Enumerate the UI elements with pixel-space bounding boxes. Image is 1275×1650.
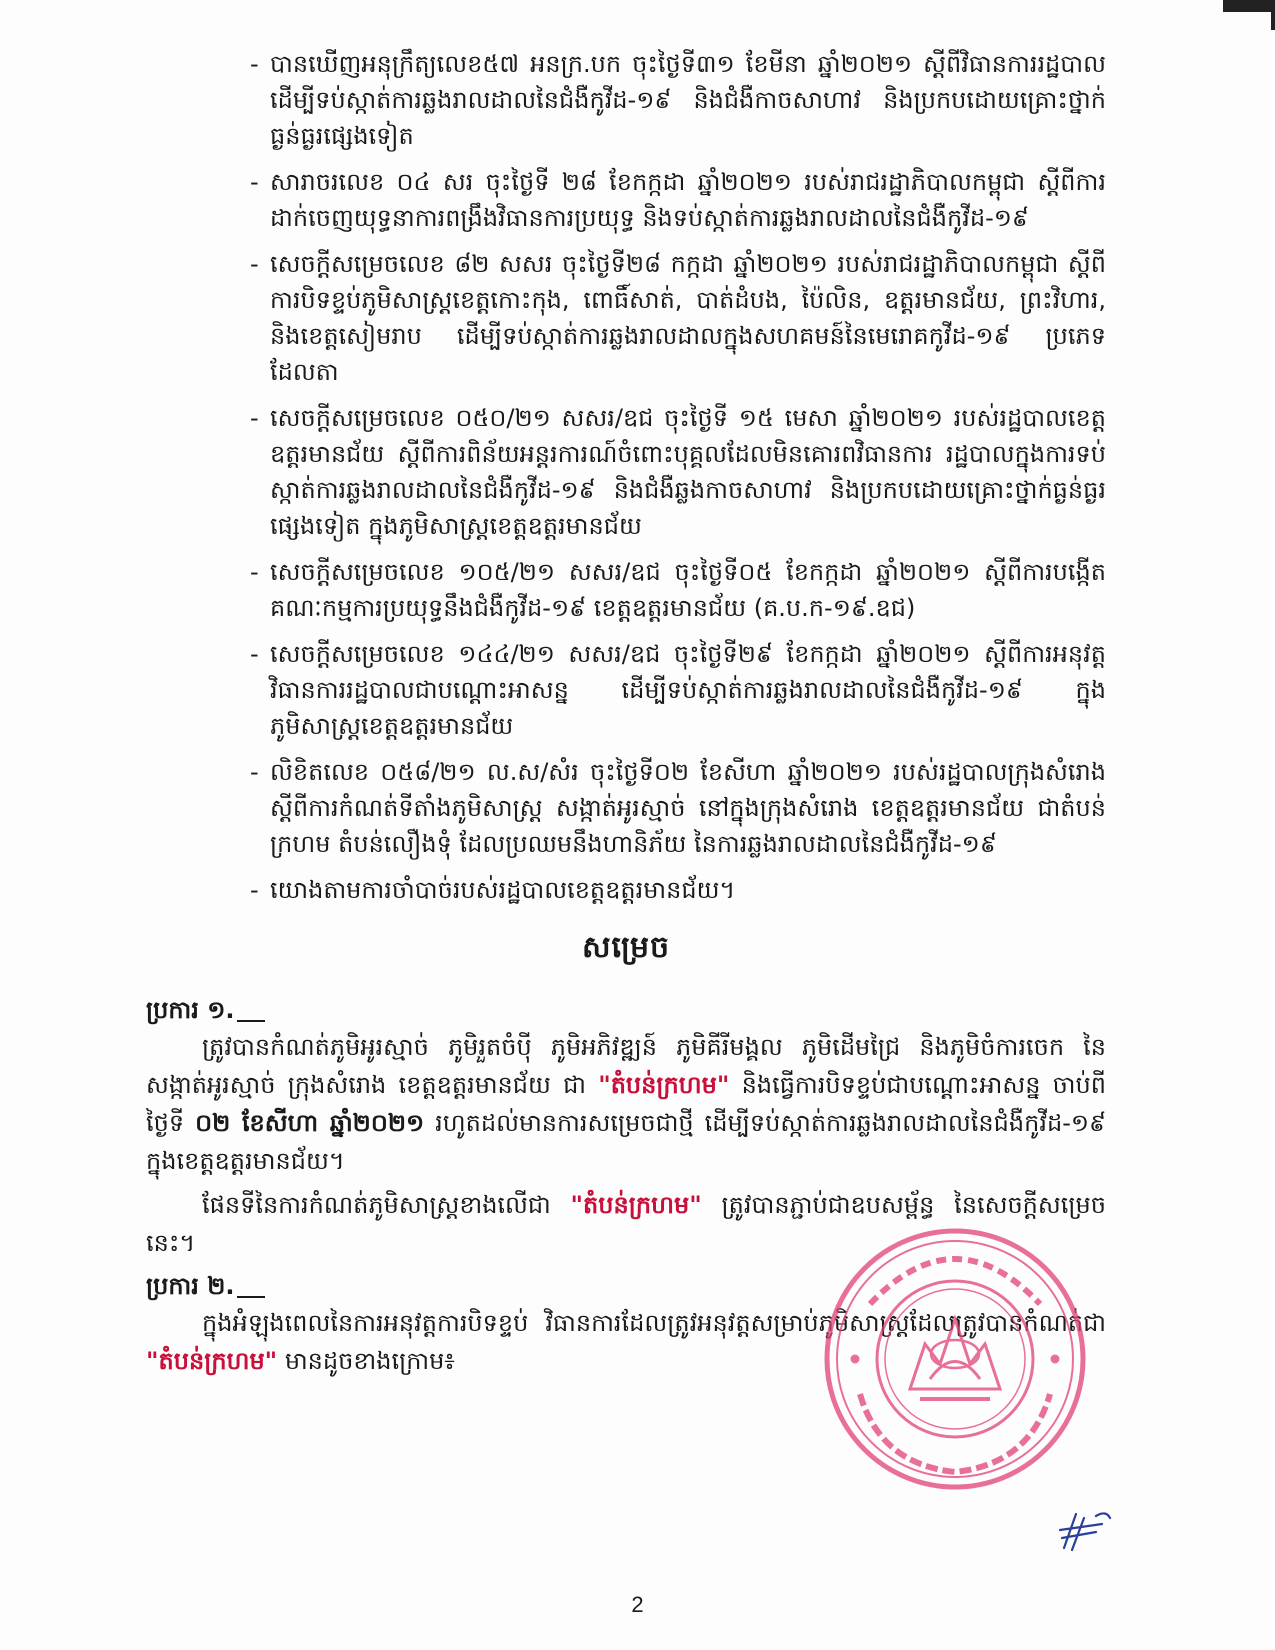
article-2-label: ប្រការ ២. bbox=[146, 1268, 1106, 1304]
red-zone-label: "តំបន់ក្រហម" bbox=[570, 1191, 702, 1219]
page-number: 2 bbox=[631, 1592, 644, 1617]
reference-item-1: - បានឃើញអនុក្រឹត្យលេខ៥៧ អនក្រ.បក ចុះថ្ងៃទី៣១ ខែមីនា ឆ្នាំ២០២១ ស្តីពីវិធានការរដ្ឋបាល ដើម្បីទប់ស្កាត់ការឆ្លងរាលដាលនៃជំងឺកូវីដ-១៩ និងជំងឺកាចសាហាវ និងប្រកបដោយគ្រោះថ្នាក់ធ្ងន់ធ្ងរផ្សេងទៀត bbox=[250, 50, 1106, 150]
article-1-paragraph-2: ផែនទីនៃការកំណត់ភូមិសាស្ត្រខាងលើជា "តំបន់ក្រហម" ត្រូវបានភ្ជាប់ជាឧបសម្ព័ន្ធ នៃសេចក្តីសម្រេចនេះ។ bbox=[146, 1191, 1106, 1257]
red-zone-label: "តំបន់ក្រហម" bbox=[598, 1071, 730, 1099]
reference-item-6: - សេចក្តីសម្រេចលេខ ១៤៤/២១ សសរ/ឧជ ចុះថ្ងៃទី២៩ ខែកក្កដា ឆ្នាំ២០២១ ស្តីពីការអនុវត្តវិធានការរដ្ឋបាលជាបណ្តោះអាសន្ន ដើម្បីទប់ស្កាត់ការឆ្លងរាលដាលនៃជំងឺកូវីដ-១៩ ក្នុងភូមិសាស្ត្រខេត្តឧត្តរមានជ័យ bbox=[250, 640, 1106, 740]
reference-item-2: - សារាចរលេខ ០៤ សរ ចុះថ្ងៃទី ២៨ ខែកក្កដា ឆ្នាំ២០២១ របស់រាជរដ្ឋាភិបាលកម្ពុជា ស្តីពីការដាក់ចេញយុទ្ធនាការពង្រឹងវិធានការប្រយុទ្ធ និងទប់ស្កាត់ការឆ្លងរាលដាលនៃជំងឺកូវីដ-១៩ bbox=[250, 168, 1106, 232]
red-zone-label: "តំបន់ក្រហម" bbox=[146, 1347, 278, 1375]
decision-title: សម្រេច bbox=[581, 930, 671, 965]
start-date: ០២ ខែសីហា ឆ្នាំ២០២១ bbox=[195, 1109, 425, 1137]
reference-item-8: - យោងតាមការចាំបាច់របស់រដ្ឋបាលខេត្តឧត្តរមានជ័យ។ bbox=[250, 876, 736, 904]
reference-item-7: - លិខិតលេខ ០៥៨/២១ ល.ស/សំរ ចុះថ្ងៃទី០២ ខែសីហា ឆ្នាំ២០២១ របស់រដ្ឋបាលក្រុងសំរោង ស្តីពីការកំណត់ទីតាំងភូមិសាស្ត្រ សង្កាត់អូរស្មាច់ នៅក្នុងក្រុងសំរោង ខេត្តឧត្តរមានជ័យ ជាតំបន់ក្រហម តំបន់លឿងទុំ ដែលប្រឈមនឹងហានិភ័យ នៃការឆ្លងរាលដាលនៃជំងឺកូវីដ-១៩ bbox=[250, 758, 1106, 858]
scan-corner-mark bbox=[1223, 0, 1275, 30]
reference-item-5: - សេចក្តីសម្រេចលេខ ១០៥/២១ សសរ/ឧជ ចុះថ្ងៃទី០៥ ខែកក្កដា ឆ្នាំ២០២១ ស្តីពីការបង្កើតគណៈកម្មការប្រយុទ្ធនឹងជំងឺកូវីដ-១៩ ខេត្តឧត្តរមានជ័យ (គ.ប.ក-១៩.ឧជ) bbox=[250, 558, 1106, 622]
reference-item-4: - សេចក្តីសម្រេចលេខ ០៥០/២១ សសរ/ឧជ ចុះថ្ងៃទី ១៥ មេសា ឆ្នាំ២០២១ របស់រដ្ឋបាលខេត្តឧត្តរមានជ័យ ស្តីពីការពិន័យអន្តរការណ៍ចំពោះបុគ្គលដែលមិនគោរពវិធានការ រដ្ឋបាលក្នុងការទប់ស្កាត់ការឆ្លងរាលដាលនៃជំងឺកូវីដ-១៩ និងជំងឺឆ្លងកាចសាហាវ និងប្រកបដោយគ្រោះថ្នាក់ធ្ងន់ធ្ងរផ្សេងទៀត ក្នុងភូមិសាស្ត្រខេត្តឧត្តរមានជ័យ bbox=[250, 404, 1106, 540]
reference-list bbox=[146, 46, 1106, 908]
reference-item-3: - សេចក្តីសម្រេចលេខ ៨២ សសរ ចុះថ្ងៃទី២៨ កក្កដា ឆ្នាំ២០២១ របស់រាជរដ្ឋាភិបាលកម្ពុជា ស្តីពីការបិទខ្ទប់ភូមិសាស្ត្រខេត្តកោះកុង, ពោធិ៍សាត់, បាត់ដំបង, ប៉ៃលិន, ឧត្តរមានជ័យ, ព្រះវិហារ, និងខេត្តសៀមរាប ដើម្បីទប់ស្កាត់ការឆ្លងរាលដាលក្នុងសហគមន៍នៃមេរោគកូវីដ-១៩ ប្រភេទដែលតា bbox=[250, 250, 1106, 386]
article-1-paragraph-1: ត្រូវបានកំណត់ភូមិអូរស្មាច់ ភូមិរួតចំប៉ី ភូមិអភិវឌ្ឍន៍ ភូមិគីរីមង្គល ភូមិដើមជ្រៃ និងភូមិចំការចេក នៃសង្កាត់អូរស្មាច់ ក្រុងសំរោង ខេត្តឧត្តរមានជ័យ ជា "តំបន់ក្រហម" និងធ្វើការបិទខ្ទប់ជាបណ្តោះអាសន្ន ចាប់ពីថ្ងៃទី ០២ ខែសីហា ឆ្នាំ២០២១ រហូតដល់មានការសម្រេចជាថ្មី ដើម្បីទប់ស្កាត់ការឆ្លងរាលដាលនៃជំងឺកូវីដ-១៩ ក្នុងខេត្តឧត្តរមានជ័យ។ bbox=[146, 1033, 1107, 1175]
article-1-label: ប្រការ ១. bbox=[146, 992, 1106, 1028]
document-content bbox=[146, 46, 1106, 1386]
article-2-paragraph-1: ក្នុងអំឡុងពេលនៃការអនុវត្តការបិទខ្ទប់ វិធានការដែលត្រូវអនុវត្តសម្រាប់ភូមិសាស្ត្រដែលត្រូវបានកំណត់ជា "តំបន់ក្រហម" មានដូចខាងក្រោម៖ bbox=[146, 1309, 1106, 1375]
signature-mark bbox=[1056, 1508, 1112, 1554]
